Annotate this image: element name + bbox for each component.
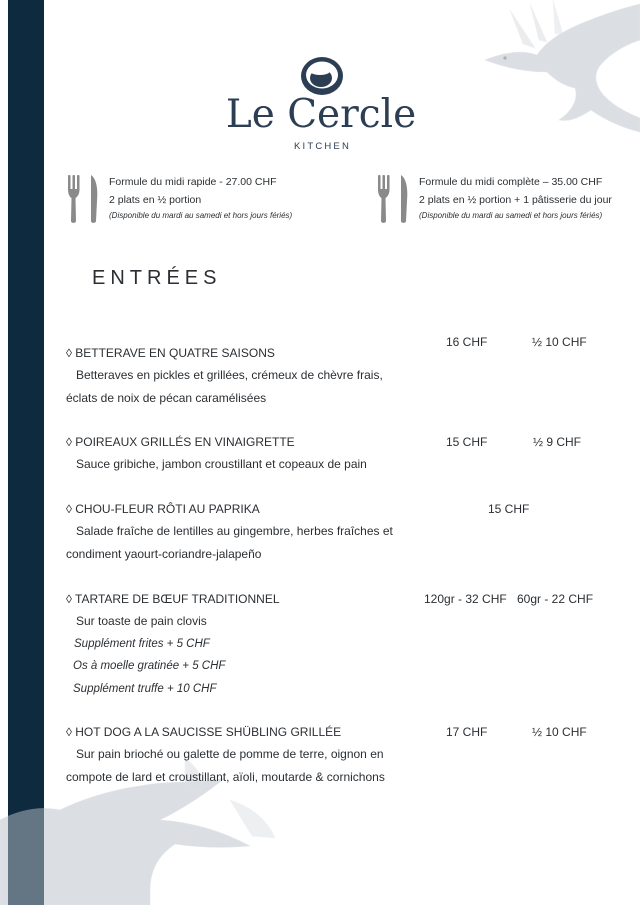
- menu-item-price-half: ½ 10 CHF: [532, 725, 587, 739]
- menu-item-name: ◊ CHOU-FLEUR RÔTI AU PAPRIKA: [66, 502, 260, 516]
- le-cercle-logo-icon: [300, 56, 344, 96]
- menu-item-price-full: 15 CHF: [488, 502, 530, 516]
- menu-item-price-half: ½ 9 CHF: [533, 435, 582, 449]
- brand-subtitle: KITCHEN: [293, 141, 352, 152]
- menu-item-description: Sauce gribiche, jambon croustillant et copeaux de pain: [76, 457, 367, 471]
- menu-item-name: ◊ BETTERAVE EN QUATRE SAISONS: [66, 346, 275, 360]
- menu-item-betterave: [66, 342, 626, 409]
- formula-quick-detail: 2 plats en ½ portion: [109, 194, 202, 206]
- menu-item-price-half: 60gr - 22 CHF: [517, 592, 594, 606]
- menu-item-price-full: 120gr - 32 CHF: [424, 592, 507, 606]
- menu-item-description: Sur toaste de pain clovis: [76, 614, 207, 628]
- menu-item-price-full: 16 CHF: [446, 335, 488, 349]
- menu-item-chou-fleur: [66, 498, 626, 565]
- formula-complete-title: Formule du midi complète – 35.00 CHF: [419, 176, 603, 188]
- menu-item-name: ◊ TARTARE DE BŒUF TRADITIONNEL: [66, 592, 280, 606]
- menu-item-name: ◊ HOT DOG A LA SAUCISSE SHÜBLING GRILLÉE: [66, 725, 342, 739]
- menu-item-supplement: Os à moelle gratinée + 5 CHF: [73, 660, 226, 672]
- menu-item-description: Salade fraîche de lentilles au gingembre, herbes fraîches et condiment yaourt-coriandre-jalapeño: [66, 524, 393, 561]
- formula-quick-title: Formule du midi rapide - 27.00 CHF: [109, 176, 277, 188]
- menu-item-price-half: ½ 10 CHF: [532, 335, 587, 349]
- menu-item-supplement: Supplément truffe + 10 CHF: [73, 682, 217, 695]
- menu-item-name: ◊ POIREAUX GRILLÉS EN VINAIGRETTE: [66, 435, 295, 449]
- formula-quick-note: (Disponible du mardi au samedi et hors jours fériés): [109, 211, 293, 220]
- formula-complete-detail: 2 plats en ½ portion + 1 pâtisserie du jour: [419, 194, 612, 206]
- cutlery-icon: [376, 173, 412, 225]
- menu-item-description: Sur pain brioché ou galette de pomme de terre, oignon en compote de lard et croustillant, aïoli, moutarde & cornichons: [66, 747, 385, 784]
- menu-item-price-full: 17 CHF: [446, 725, 488, 739]
- formula-complete-note: (Disponible du mardi au samedi et hors jours fériés): [419, 211, 603, 220]
- section-title-entrees: ENTRÉES: [92, 267, 222, 289]
- menu-item-price-full: 15 CHF: [446, 435, 488, 449]
- menu-item-description: Betteraves en pickles et grillées, crémeux de chèvre frais, éclats de noix de pécan caramélisées: [66, 368, 383, 405]
- cutlery-icon: [66, 173, 102, 225]
- brand-name: Le Cercle: [225, 92, 417, 137]
- menu-item-supplement: Supplément frites + 5 CHF: [74, 637, 210, 650]
